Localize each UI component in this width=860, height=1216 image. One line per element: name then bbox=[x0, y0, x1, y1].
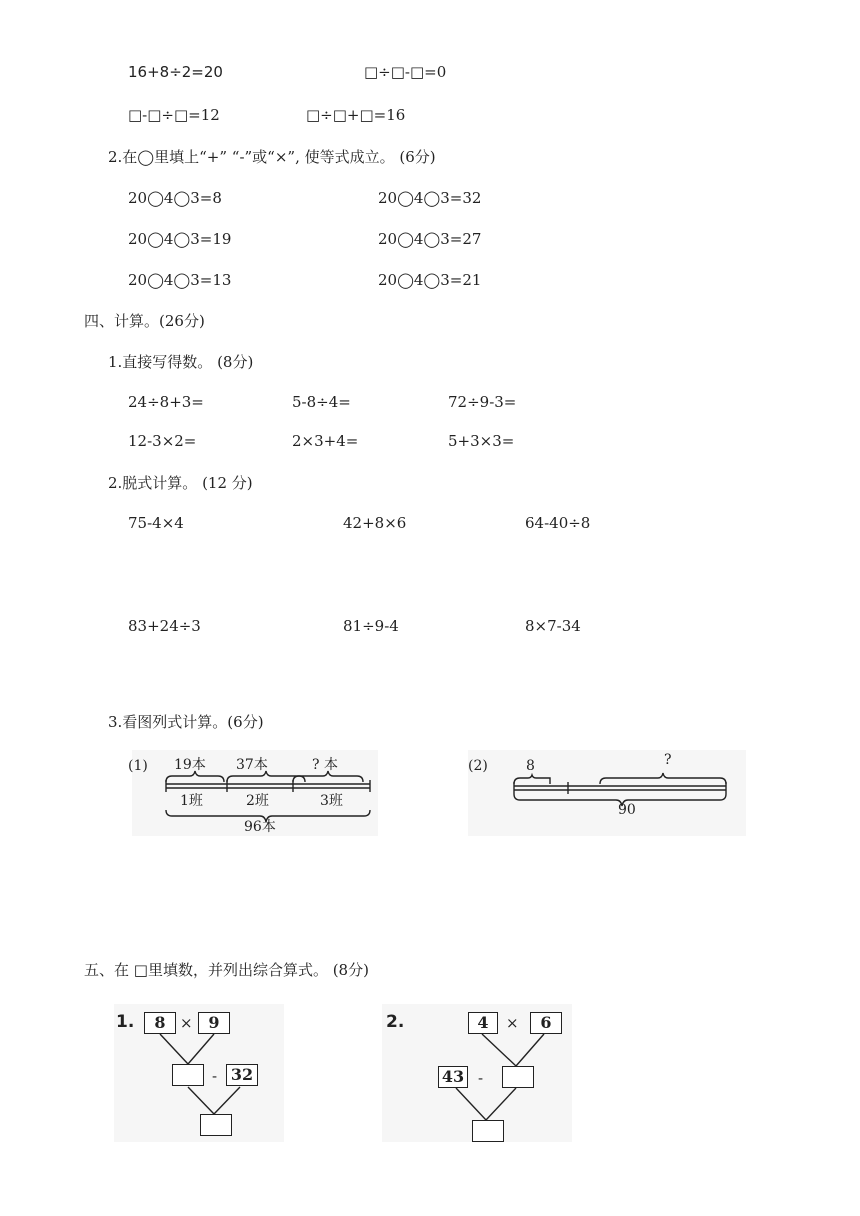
step-calc-6: 8×7-34 bbox=[525, 617, 581, 635]
operation-tree-1 bbox=[114, 1004, 284, 1142]
section-5-title: 五、在 □里填数，并列出综合算式。 (8分) bbox=[84, 961, 369, 979]
step-calc-1: 75-4×4 bbox=[128, 514, 184, 532]
figure-2-label: (2) bbox=[468, 758, 488, 774]
sign-eq-5: 20◯4◯3=13 bbox=[128, 271, 232, 289]
tree-2-box-a: 4 bbox=[468, 1012, 498, 1034]
equation-2: □÷□-□=0 bbox=[364, 63, 447, 81]
sign-eq-6: 20◯4◯3=21 bbox=[378, 271, 482, 289]
oral-calc-4: 12-3×2= bbox=[128, 432, 197, 450]
tree-2-box-b: 6 bbox=[530, 1012, 562, 1034]
tree-2-result-box[interactable] bbox=[502, 1066, 534, 1088]
tree-1-box-b: 9 bbox=[198, 1012, 230, 1034]
segment-diagram-2 bbox=[468, 750, 746, 836]
tree-1-final-box[interactable] bbox=[200, 1114, 232, 1136]
tree-1-label: 1. bbox=[116, 1012, 135, 1032]
step-calc-2: 42+8×6 bbox=[343, 514, 407, 532]
tree-2-final-box[interactable] bbox=[472, 1120, 504, 1142]
tree-2-op1: × bbox=[506, 1014, 519, 1032]
oral-calc-6: 5+3×3= bbox=[448, 432, 515, 450]
unknown-part-label: ? bbox=[664, 752, 672, 768]
step-calc-4: 83+24÷3 bbox=[128, 617, 201, 635]
equation-4: □÷□+□=16 bbox=[306, 106, 406, 124]
oral-calc-3: 72÷9-3= bbox=[448, 393, 517, 411]
sign-eq-2: 20◯4◯3=32 bbox=[378, 189, 482, 207]
sign-eq-3: 20◯4◯3=19 bbox=[128, 230, 232, 248]
section-4-q2-title: 2.脱式计算。 (12 分) bbox=[108, 474, 253, 492]
section-4-q3-title: 3.看图列式计算。(6分) bbox=[108, 713, 264, 731]
tree-1-result-box[interactable] bbox=[172, 1064, 204, 1086]
segment-1-top-label: 19本 bbox=[174, 757, 206, 773]
tree-1-box-c: 32 bbox=[226, 1064, 258, 1086]
operation-tree-2 bbox=[382, 1004, 572, 1142]
class-2-label: 2班 bbox=[246, 793, 269, 809]
section-4-q1-title: 1.直接写得数。 (8分) bbox=[108, 353, 254, 371]
question-2-title: 2.在◯里填上“+” “-”或“×”, 使等式成立。 (6分) bbox=[108, 148, 436, 166]
tree-1-op2: - bbox=[212, 1067, 218, 1085]
oral-calc-5: 2×3+4= bbox=[292, 432, 359, 450]
tree-2-label: 2. bbox=[386, 1012, 405, 1032]
oral-calc-1: 24÷8+3= bbox=[128, 393, 204, 411]
tree-1-op1: × bbox=[180, 1014, 193, 1032]
segment-diagram-1 bbox=[128, 750, 378, 836]
small-part-label: 8 bbox=[526, 758, 535, 774]
segment-3-top-label: ? 本 bbox=[312, 757, 338, 773]
sign-eq-1: 20◯4◯3=8 bbox=[128, 189, 222, 207]
tree-1-box-a: 8 bbox=[144, 1012, 176, 1034]
section-4-title: 四、计算。(26分) bbox=[84, 312, 205, 330]
total-books-label: 96本 bbox=[244, 819, 276, 835]
tree-2-op2: - bbox=[478, 1069, 484, 1087]
class-3-label: 3班 bbox=[320, 793, 343, 809]
segment-2-top-label: 37本 bbox=[236, 757, 268, 773]
tree-2-box-c: 43 bbox=[438, 1066, 468, 1088]
sign-eq-4: 20◯4◯3=27 bbox=[378, 230, 482, 248]
class-1-label: 1班 bbox=[180, 793, 203, 809]
equation-1: 16+8÷2=20 bbox=[128, 63, 223, 81]
segment-diagram-2-lines bbox=[468, 750, 746, 836]
figure-1-label: (1) bbox=[128, 758, 148, 774]
total-label: 90 bbox=[618, 802, 636, 818]
oral-calc-2: 5-8÷4= bbox=[292, 393, 351, 411]
step-calc-5: 81÷9-4 bbox=[343, 617, 399, 635]
step-calc-3: 64-40÷8 bbox=[525, 514, 591, 532]
equation-3: □-□÷□=12 bbox=[128, 106, 220, 124]
